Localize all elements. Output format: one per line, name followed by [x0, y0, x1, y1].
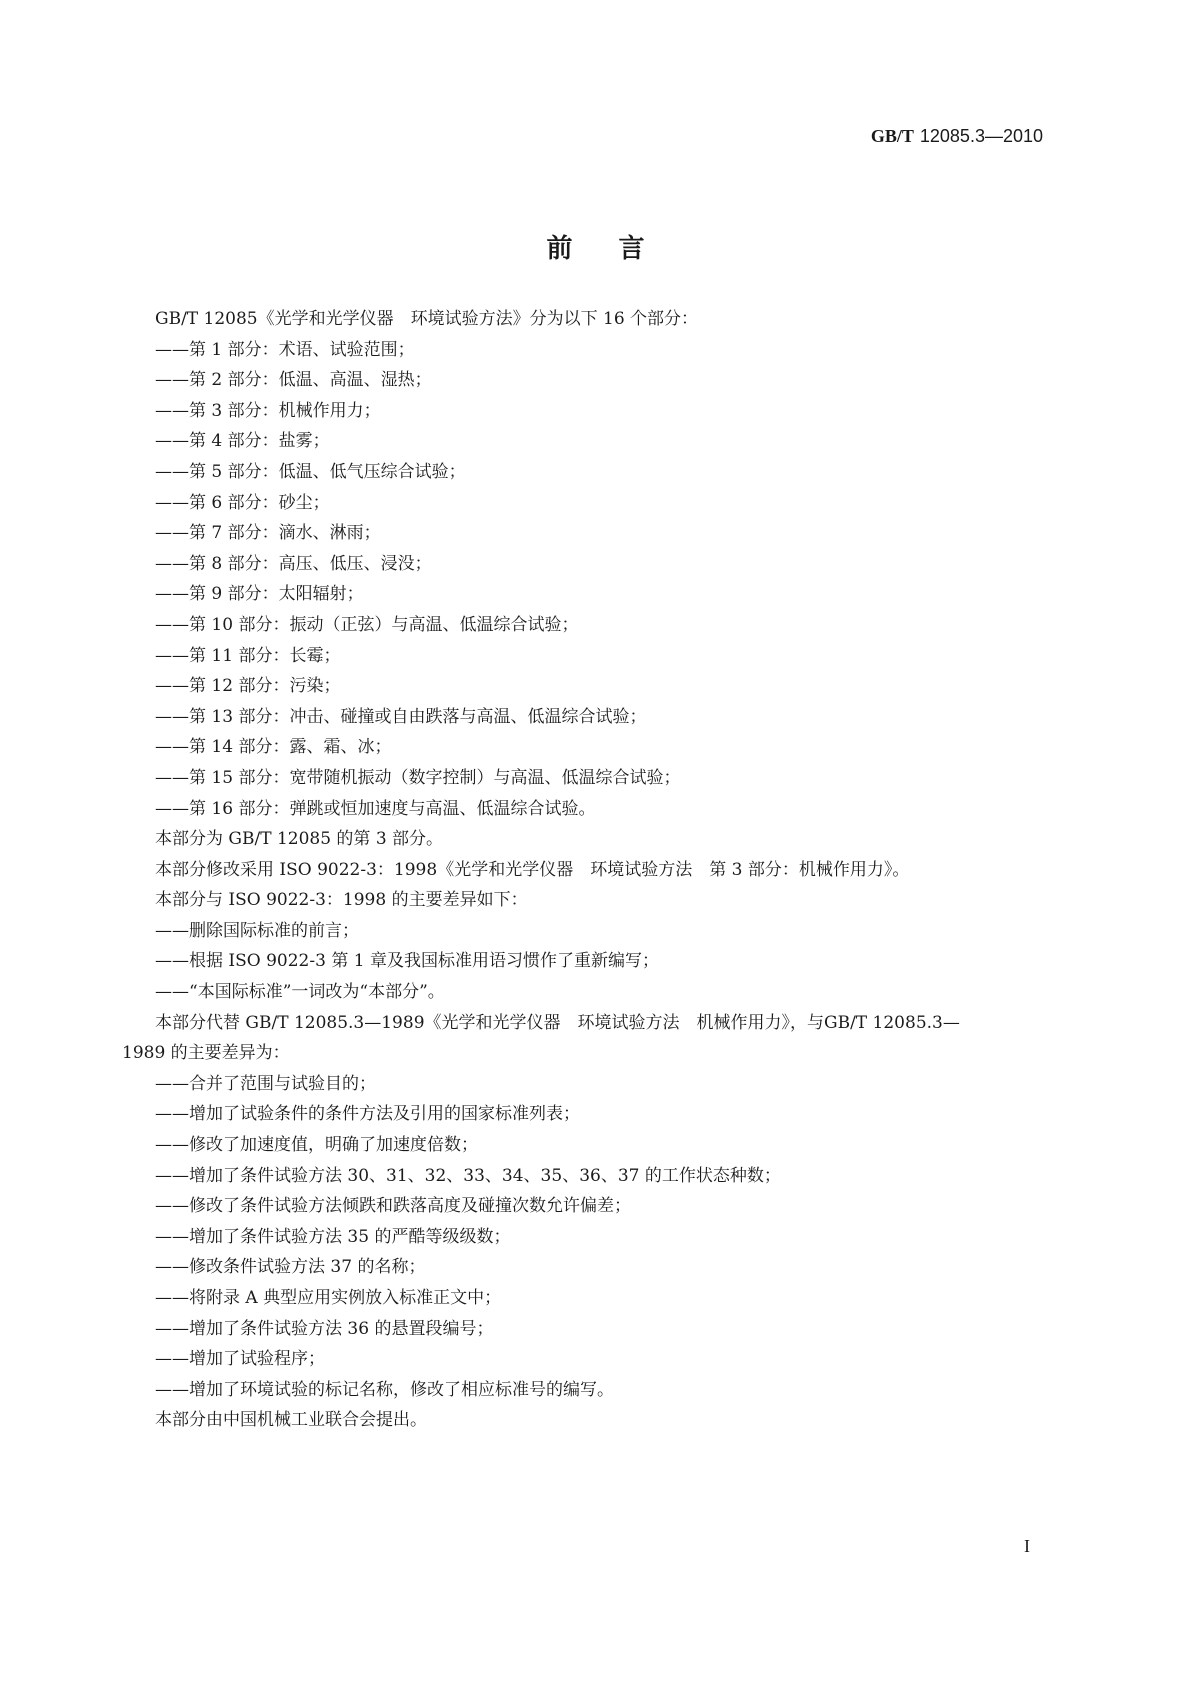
list-item: ——将附录 A 典型应用实例放入标准正文中； [155, 1288, 502, 1308]
list-item: ——增加了条件试验方法 36 的悬置段编号； [155, 1318, 494, 1339]
list-item: ——增加了条件试验方法 35 的严酷等级级数； [155, 1226, 511, 1247]
list-item: ——第 12 部分：污染； [155, 676, 341, 697]
list-item: ——根据 ISO 9022-3 第 1 章及我国标准用语习惯作了重新编写； [155, 951, 659, 972]
standard-code-header [871, 126, 1043, 147]
part-statement: 本部分为 GB/T 12085 的第 3 部分。 [155, 829, 444, 850]
iso-differences-list [122, 916, 1062, 1008]
foreword-body [122, 304, 1062, 1436]
list-item: ——增加了环境试验的标记名称，修改了相应标准号的编写。 [155, 1379, 614, 1400]
list-item: ——第 7 部分：滴水、淋雨； [155, 523, 381, 544]
list-item: ——第 14 部分：露、霜、冰； [155, 737, 392, 758]
list-item: ——修改了加速度值，明确了加速度倍数； [155, 1135, 478, 1156]
proposed-by-statement: 本部分由中国机械工业联合会提出。 [155, 1410, 427, 1431]
list-item: ——第 5 部分：低温、低气压综合试验； [155, 461, 466, 482]
list-item: ——第 4 部分：盐雾； [155, 431, 330, 452]
list-item: ——增加了试验条件的条件方法及引用的国家标准列表； [155, 1104, 580, 1125]
list-item: ——第 13 部分：冲击、碰撞或自由跌落与高温、低温综合试验； [155, 706, 647, 727]
list-item: ——合并了范围与试验目的； [155, 1073, 376, 1094]
list-item: ——第 1 部分：术语、试验范围； [155, 339, 415, 360]
list-item: ——增加了试验程序； [155, 1349, 325, 1370]
list-item: ——第 2 部分：低温、高温、湿热； [155, 370, 432, 391]
list-item: ——第 3 部分：机械作用力； [155, 400, 381, 421]
replacement-statement-line2: 1989 的主要差异为： [122, 1043, 290, 1064]
list-item: ——第 8 部分：高压、低压、浸没； [155, 553, 432, 574]
adoption-statement: 本部分修改采用 ISO 9022-3：1998《光学和光学仪器 环境试验方法 第 3 部分：机械作用力》。 [155, 859, 910, 880]
iso-differences-intro: 本部分与 ISO 9022-3：1998 的主要差异如下： [155, 890, 528, 911]
page-title: 前言 [546, 234, 691, 264]
list-item: ——第 15 部分：宽带随机振动（数字控制）与高温、低温综合试验； [155, 767, 681, 788]
intro-paragraph: GB/T 12085《光学和光学仪器 环境试验方法》分为以下 16 个部分： [155, 309, 699, 329]
list-item: ——增加了条件试验方法 30、31、32、33、34、35、36、37 的工作状态种数； [155, 1165, 781, 1186]
list-item: ——第 16 部分：弹跳或恒加速度与高温、低温综合试验。 [155, 798, 596, 819]
standard-number: 12085.3—2010 [919, 126, 1043, 146]
list-item: ——“本国际标准”一词改为“本部分”。 [155, 982, 445, 1003]
list-item: ——第 6 部分：砂尘； [155, 492, 330, 513]
list-item: ——删除国际标准的前言； [155, 920, 359, 941]
list-item: ——修改条件试验方法 37 的名称； [155, 1257, 426, 1278]
list-item: ——第 11 部分：长霉； [155, 645, 341, 666]
list-item: ——第 9 部分：太阳辐射； [155, 584, 364, 605]
parts-list [122, 335, 1062, 825]
old-version-differences-list [122, 1069, 1062, 1406]
list-item: ——修改了条件试验方法倾跌和跌落高度及碰撞次数允许偏差； [155, 1196, 631, 1217]
list-item: ——第 10 部分：振动（正弦）与高温、低温综合试验； [155, 614, 579, 635]
page-number: I [1024, 1536, 1030, 1556]
standard-prefix: GB/T [870, 126, 914, 146]
replacement-statement-line1: 本部分代替 GB/T 12085.3—1989《光学和光学仪器 环境试验方法 机械作用力》，与GB/T 12085.3— [155, 1012, 960, 1033]
